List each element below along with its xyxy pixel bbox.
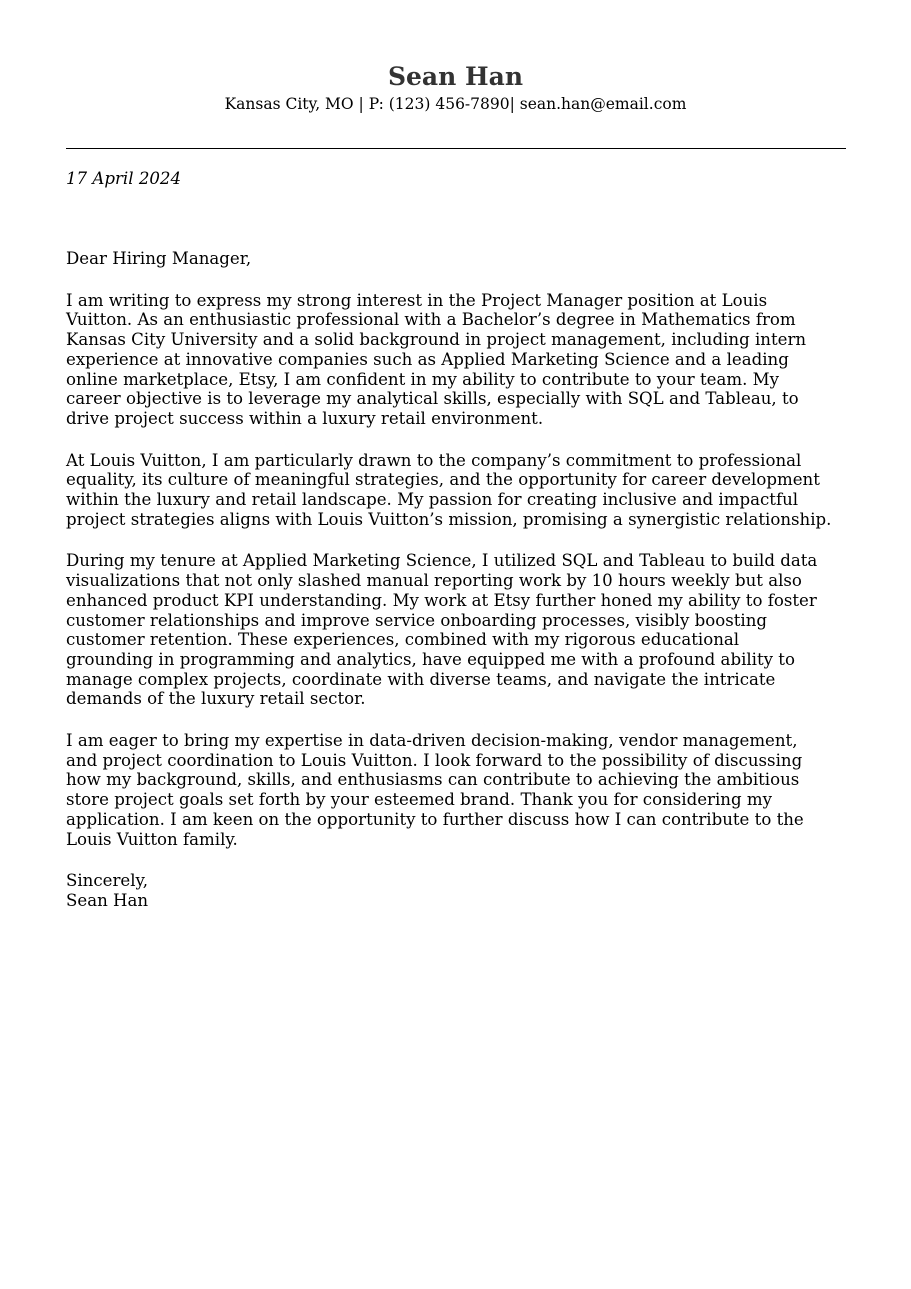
letter-body xyxy=(66,168,856,911)
letter-date: 17 April 2024 xyxy=(66,169,182,188)
closing-phrase: Sincerely, xyxy=(66,871,148,891)
paragraph-experience: During my tenure at Applied Marketing Science, I utilized SQL and Tableau to build data visualizations that not only slashed manual reporting work by 10 hours weekly but also enhanced product KPI understanding. My work at Etsy further honed my ability to foster customer relationships and improve service onboarding processes, visibly boosting customer retention. These experiences, combined with my rigorous educational grounding in programming and analytics, have equipped me with a profound ability to manage complex projects, coordinate with diverse teams, and navigate the intricate demands of the luxury retail sector. xyxy=(66,551,818,709)
letter-closing xyxy=(66,871,856,910)
header-divider xyxy=(66,148,846,149)
sender-name: Sean Han xyxy=(387,62,524,91)
paragraph-intro: I am writing to express my strong interest in the Project Manager position at Louis Vuitton. As an enthusiastic professional with a Bachelor’s degree in Mathematics from Kansas City University and a solid background in project management, including intern experience at innovative companies such as Applied Marketing Science and a leading online marketplace, Etsy, I am confident in my ability to contribute to your team. My career objective is to leverage my analytical skills, especially with SQL and Tableau, to drive project success within a luxury retail environment. xyxy=(66,290,807,428)
salutation: Dear Hiring Manager, xyxy=(66,249,252,268)
signature-name: Sean Han xyxy=(66,890,149,910)
letter-header xyxy=(0,60,911,114)
paragraph-company-fit: At Louis Vuitton, I am particularly drawn to the company’s commitment to professional equality, its culture of meaningful strategies, and the opportunity for career development within the luxury and retail landscape. My passion for creating inclusive and impactful project strategies aligns with Louis Vuitton’s mission, promising a synergistic relationship. xyxy=(66,450,832,529)
sender-contact-line: Kansas City, MO | P: (123) 456-7890| sean.han@email.com xyxy=(224,95,687,113)
paragraph-conclusion: I am eager to bring my expertise in data-driven decision-making, vendor management, and project coordination to Louis Vuitton. I look forward to the possibility of discussing how my background, skills, and enthusiasms can contribute to achieving the ambitious store project goals set forth by your esteemed brand. Thank you for considering my application. I am keen on the opportunity to further discuss how I can contribute to the Louis Vuitton family. xyxy=(66,731,804,849)
